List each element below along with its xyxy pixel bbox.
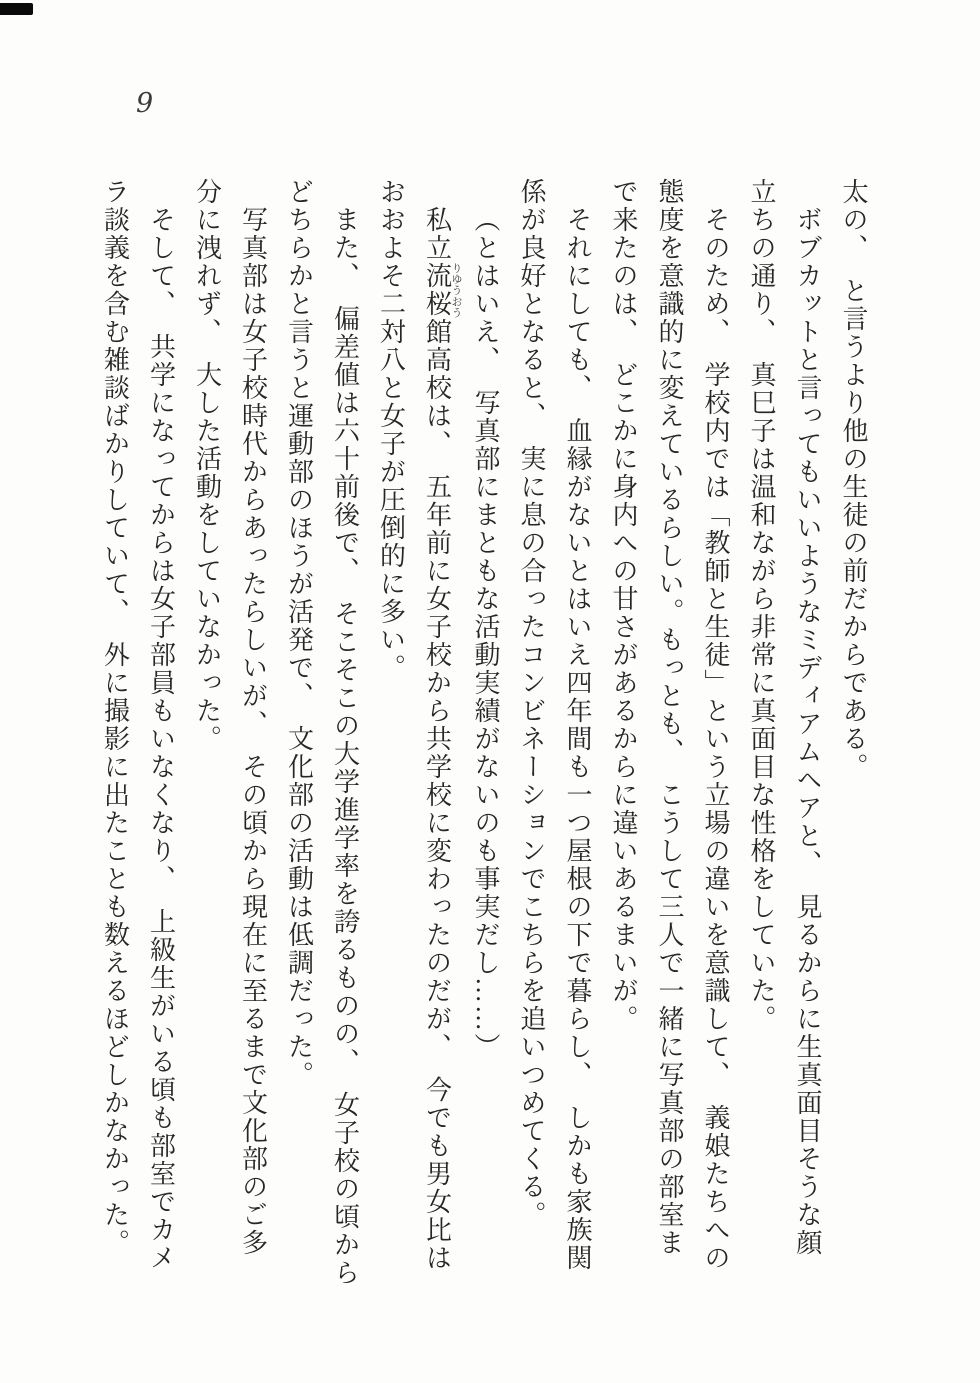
text-column: そのため、 学校内では「教師と生徒」という立場の違いを意識して、 義娘たちへの <box>701 206 730 1272</box>
scan-edge-artifact <box>0 3 33 15</box>
page-number: 9 <box>136 88 154 119</box>
text-column: ボブカットと言ってもいいようなミディアムヘアと、 見るからに生真面目そうな顔 <box>793 206 822 1257</box>
text-column: 分に洩れず、 大した活動をしていなかった。 <box>192 178 222 753</box>
text-column: それにしても、 血縁がないとはいえ四年間も一つ屋根の下で暮らし、 しかも家族関 <box>563 206 592 1272</box>
text-column: おおよそ二対八と女子が圧倒的に多い。 <box>376 178 406 682</box>
text-column: 係が良好となると、 実に息の合ったコンビネーションでこちらを追いつめてくる。 <box>517 178 546 1229</box>
ruby-annotated-word: 流桜りゆうおう <box>422 262 462 318</box>
text-column: ラ談義を含む雑談ばかりしていて、 外に撮影に出たことも数えるほどしかなかった。 <box>100 178 130 1257</box>
text-column: で来たのは、 どこかに身内への甘さがあるからに違いあるまいが。 <box>609 178 638 1033</box>
text-column: どちらかと言うと運動部のほうが活発で、 文化部の活動は低調だった。 <box>284 178 314 1089</box>
text-column: 私立流桜りゆうおう館高校は、 五年前に女子校から共学校に変わったのだが、 今でも男女比は <box>422 206 462 1272</box>
text-column: （とはいえ、 写真部にまともな活動実績がないのも事実だし……） <box>471 206 500 1061</box>
text-block <box>92 178 877 1302</box>
text-column: 態度を意識的に変えているらしい。もっとも、 こうして三人で一緒に写真部の部室ま <box>655 178 684 1257</box>
text-column: また、 偏差値は六十前後で、 そこそこの大学進学率を誇るものの、 女子校の頃から <box>330 206 360 1287</box>
text-column: 太の、 と言うより他の生徒の前だからである。 <box>839 178 868 781</box>
text-column: そして、 共学になってからは女子部員もいなくなり、 上級生がいる頃も部室でカメ <box>146 206 176 1272</box>
text-column: 立ちの通り、 真巳子は温和ながら非常に真面目な性格をしていた。 <box>747 178 776 1033</box>
text-column: 写真部は女子校時代からあったらしいが、 その頃から現在に至るまで文化部のご多 <box>238 206 268 1257</box>
